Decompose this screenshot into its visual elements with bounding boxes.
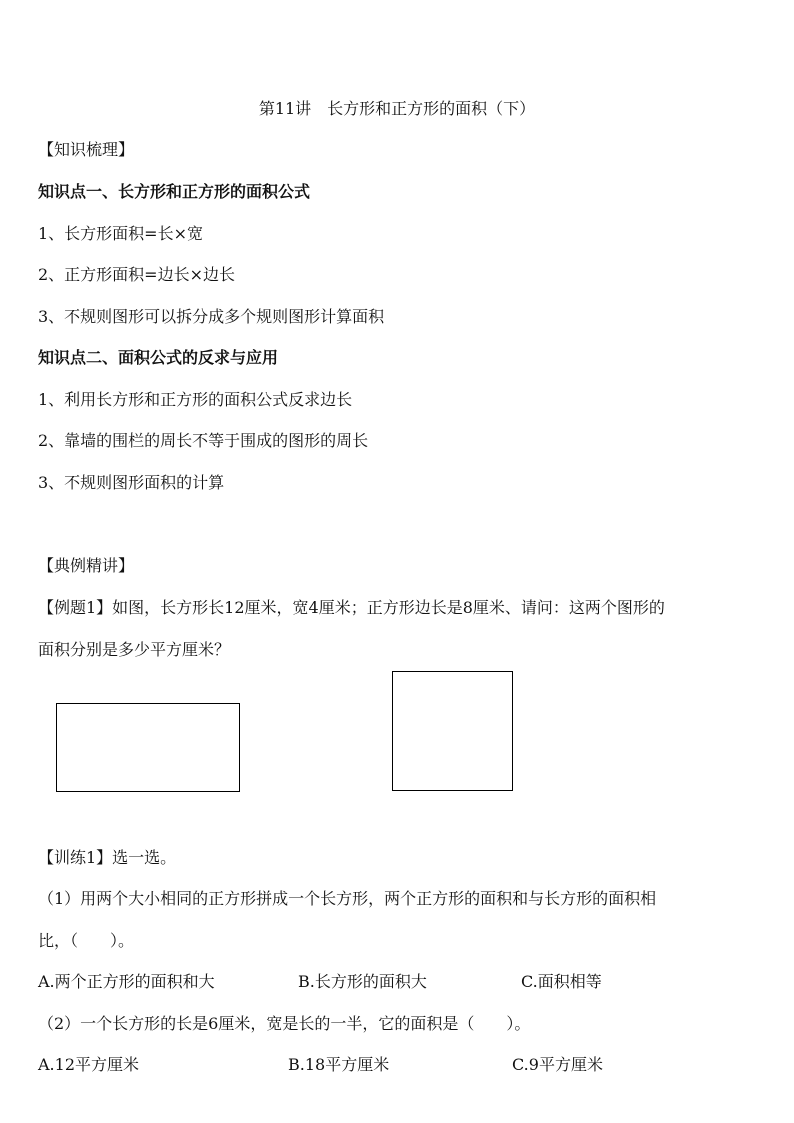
exercise-1-label: 【训练1】选一选。: [38, 848, 177, 867]
exercise-1-q1-option-a: A.两个正方形的面积和大: [38, 972, 215, 991]
knowledge-point-2-heading: 知识点二、面积公式的反求与应用: [38, 348, 279, 367]
exercise-1-q1-line-1: （1）用两个大小相同的正方形拼成一个长方形，两个正方形的面积和与长方形的面积相: [38, 889, 657, 908]
exercise-1-q1-option-b: B.长方形的面积大: [298, 972, 427, 991]
knowledge-point-2-item-1: 1、利用长方形和正方形的面积公式反求边长: [38, 390, 353, 409]
exercise-1-q1-option-c: C.面积相等: [521, 972, 602, 991]
square-figure: [392, 671, 513, 791]
example-1-text-line-1: 【例题1】如图，长方形长12厘米，宽4厘米；正方形边长是8厘米、请问：这两个图形的: [38, 598, 665, 617]
section-label-knowledge: 【知识梳理】: [38, 140, 135, 159]
example-1-text-line-2: 面积分别是多少平方厘米？: [38, 640, 231, 659]
exercise-1-q1-line-2: 比，（ ）。: [38, 931, 135, 950]
section-label-examples: 【典例精讲】: [38, 556, 135, 575]
exercise-1-q2-option-b: B.18平方厘米: [288, 1055, 390, 1074]
page-title: 第11讲 长方形和正方形的面积（下）: [258, 99, 536, 118]
knowledge-point-1-heading: 知识点一、长方形和正方形的面积公式: [38, 182, 311, 201]
knowledge-point-1-item-2: 2、正方形面积=边长×边长: [38, 265, 235, 284]
knowledge-point-1-item-3: 3、不规则图形可以拆分成多个规则图形计算面积: [38, 307, 385, 326]
knowledge-point-2-item-3: 3、不规则图形面积的计算: [38, 473, 225, 492]
knowledge-point-1-item-1: 1、长方形面积=长×宽: [38, 224, 203, 243]
knowledge-point-2-item-2: 2、靠墙的围栏的周长不等于围成的图形的周长: [38, 431, 369, 450]
exercise-1-q2-line-1: （2）一个长方形的长是6厘米，宽是长的一半，它的面积是（ ）。: [38, 1014, 531, 1033]
rectangle-figure: [56, 703, 240, 792]
exercise-1-q2-option-a: A.12平方厘米: [38, 1055, 140, 1074]
exercise-1-q2-option-c: C.9平方厘米: [512, 1055, 603, 1074]
